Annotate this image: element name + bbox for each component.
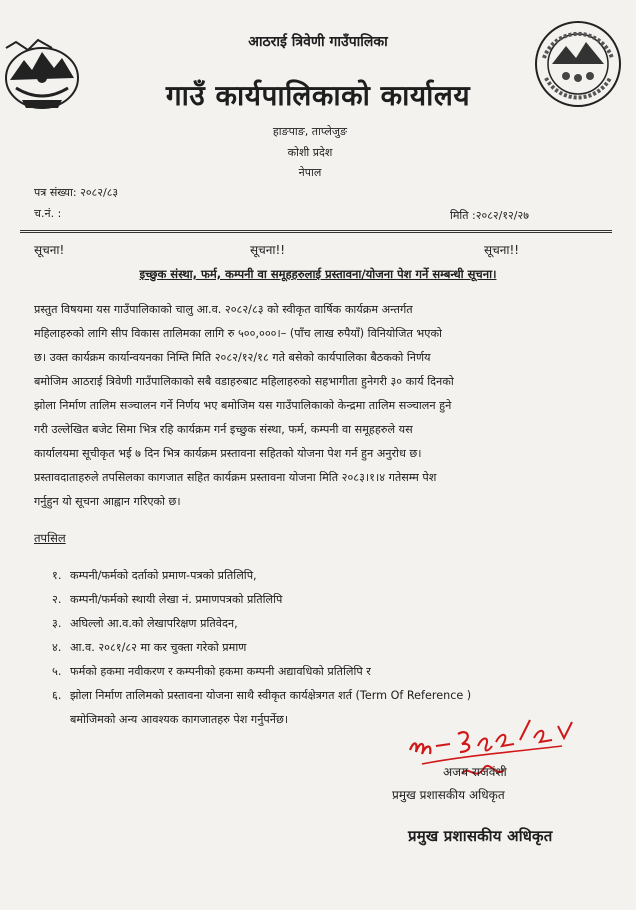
address-line-1: हाङपाङ, ताप्लेजुङ xyxy=(272,125,348,138)
letter-number: पत्र संख्या: २०८२/८३ xyxy=(34,186,119,199)
list-item-number: ५. xyxy=(52,665,62,678)
notice-label: सूचना!! xyxy=(250,243,286,257)
list-item-number: ३. xyxy=(52,617,62,630)
list-item xyxy=(52,640,246,655)
list-item xyxy=(52,592,282,607)
address-line-3: नेपाल xyxy=(298,166,322,179)
list-item xyxy=(52,688,471,703)
list-item-number: २. xyxy=(52,593,62,606)
municipality-name: आठराई त्रिवेणी गाउँपालिका xyxy=(248,34,388,50)
notice-label: सूचना! xyxy=(34,243,65,257)
list-item-text: फर्मको हकमा नवीकरण र कम्पनीको हकमा कम्पनी अद्यावधिको प्रतिलिपि र xyxy=(70,665,371,678)
signatory-name: अजय राजवंशी xyxy=(443,765,507,779)
body-line: बमोजिम आठराई त्रिवेणी गाउँपालिकाको सबै वडाहरुबाट महिलाहरुको सहभागीता हुनेगरी ३० कार्य दिनको xyxy=(34,375,454,388)
body-line: छ। उक्त कार्यक्रम कार्यान्वयनका निम्ति मिति २०८२/१२/१८ गते बसेको कार्यपालिका बैठकको निर्णय xyxy=(34,351,431,364)
list-item-text: कम्पनी/फर्मको दर्ताको प्रमाण-पत्रको प्रतिलिपि, xyxy=(70,569,257,582)
list-item-text: आ.व. २०८१/८२ मा कर चुक्ता गरेको प्रमाण xyxy=(70,641,247,654)
date: मिति :२०८२/१२/२७ xyxy=(450,209,529,222)
body-line: कार्यालयमा सूचीकृत भई ७ दिन भित्र कार्यक्रम प्रस्तावना सहितको योजना पेश गर्न हुन अनुरोध छ। xyxy=(34,447,422,460)
body-line: प्रस्तुत विषयमा यस गाउँपालिकाको चालु आ.व. २०८२/८३ को स्वीकृत वार्षिक कार्यक्रम अन्तर्गत xyxy=(34,303,413,316)
list-item xyxy=(52,664,371,679)
notice-subject xyxy=(20,267,616,282)
list-item-number: ४. xyxy=(52,641,62,654)
signatory-title: प्रमुख प्रशासकीय अधिकृत xyxy=(392,788,505,802)
body-line: झोला निर्माण तालिम सञ्चालन गर्ने निर्णय भए बमोजिम यस गाउँपालिकाको केन्द्रमा तालिम सञ्चालन हुने xyxy=(34,399,452,412)
list-item-text: अघिल्लो आ.व.को लेखापरिक्षण प्रतिवेदन, xyxy=(70,617,238,630)
notice-subject-text: इच्छुक संस्था, फर्म, कम्पनी वा समूहहरुलाई प्रस्तावना/योजना पेश गर्ने सम्बन्धी सूचना। xyxy=(139,267,497,281)
list-item xyxy=(52,568,257,583)
divider xyxy=(20,232,612,233)
office-title: गाउँ कार्यपालिकाको कार्यालय xyxy=(165,79,471,112)
list-item-continuation: बमोजिमको अन्य आवश्यक कागजातहरु पेश गर्नुपर्नेछ। xyxy=(70,713,289,726)
body-line: गरी उल्लेखित बजेट सिमा भित्र रहि कार्यक्रम गर्न इच्छुक संस्था, फर्म, कम्पनी वा समूहहरुले यस xyxy=(34,423,413,436)
details-heading: तपसिल xyxy=(34,531,66,545)
notice-label: सूचना!! xyxy=(484,243,520,257)
body-line: प्रस्तावदाताहरुले तपसिलका कागजात सहित कार्यक्रम प्रस्तावना योजना मिति २०८३।१।४ गतेसम्म पेश xyxy=(34,471,437,484)
list-item-number: ६. xyxy=(52,689,62,702)
body-line: महिलाहरुको लागि सीप विकास तालिमका लागि रु ५००,०००।– (पाँच लाख रुपैयाँ) विनियोजित भएको xyxy=(34,327,442,340)
list-item-text: झोला निर्माण तालिमको प्रस्तावना योजना साथै स्वीकृत कार्यक्षेत्रगत शर्त (Term Of Reference ) xyxy=(70,689,472,702)
body-line: गर्नुहुन यो सूचना आह्वान गरिएको छ। xyxy=(34,495,181,508)
official-stamp: प्रमुख प्रशासकीय अधिकृत xyxy=(408,827,553,845)
list-item xyxy=(52,616,238,631)
address-line-2: कोशी प्रदेश xyxy=(287,146,333,159)
list-item-text: कम्पनी/फर्मको स्थायी लेखा नं. प्रमाणपत्रको प्रतिलिपि xyxy=(70,593,283,606)
list-item-number: १. xyxy=(52,569,62,582)
dispatch-number: च.नं. : xyxy=(34,207,62,220)
